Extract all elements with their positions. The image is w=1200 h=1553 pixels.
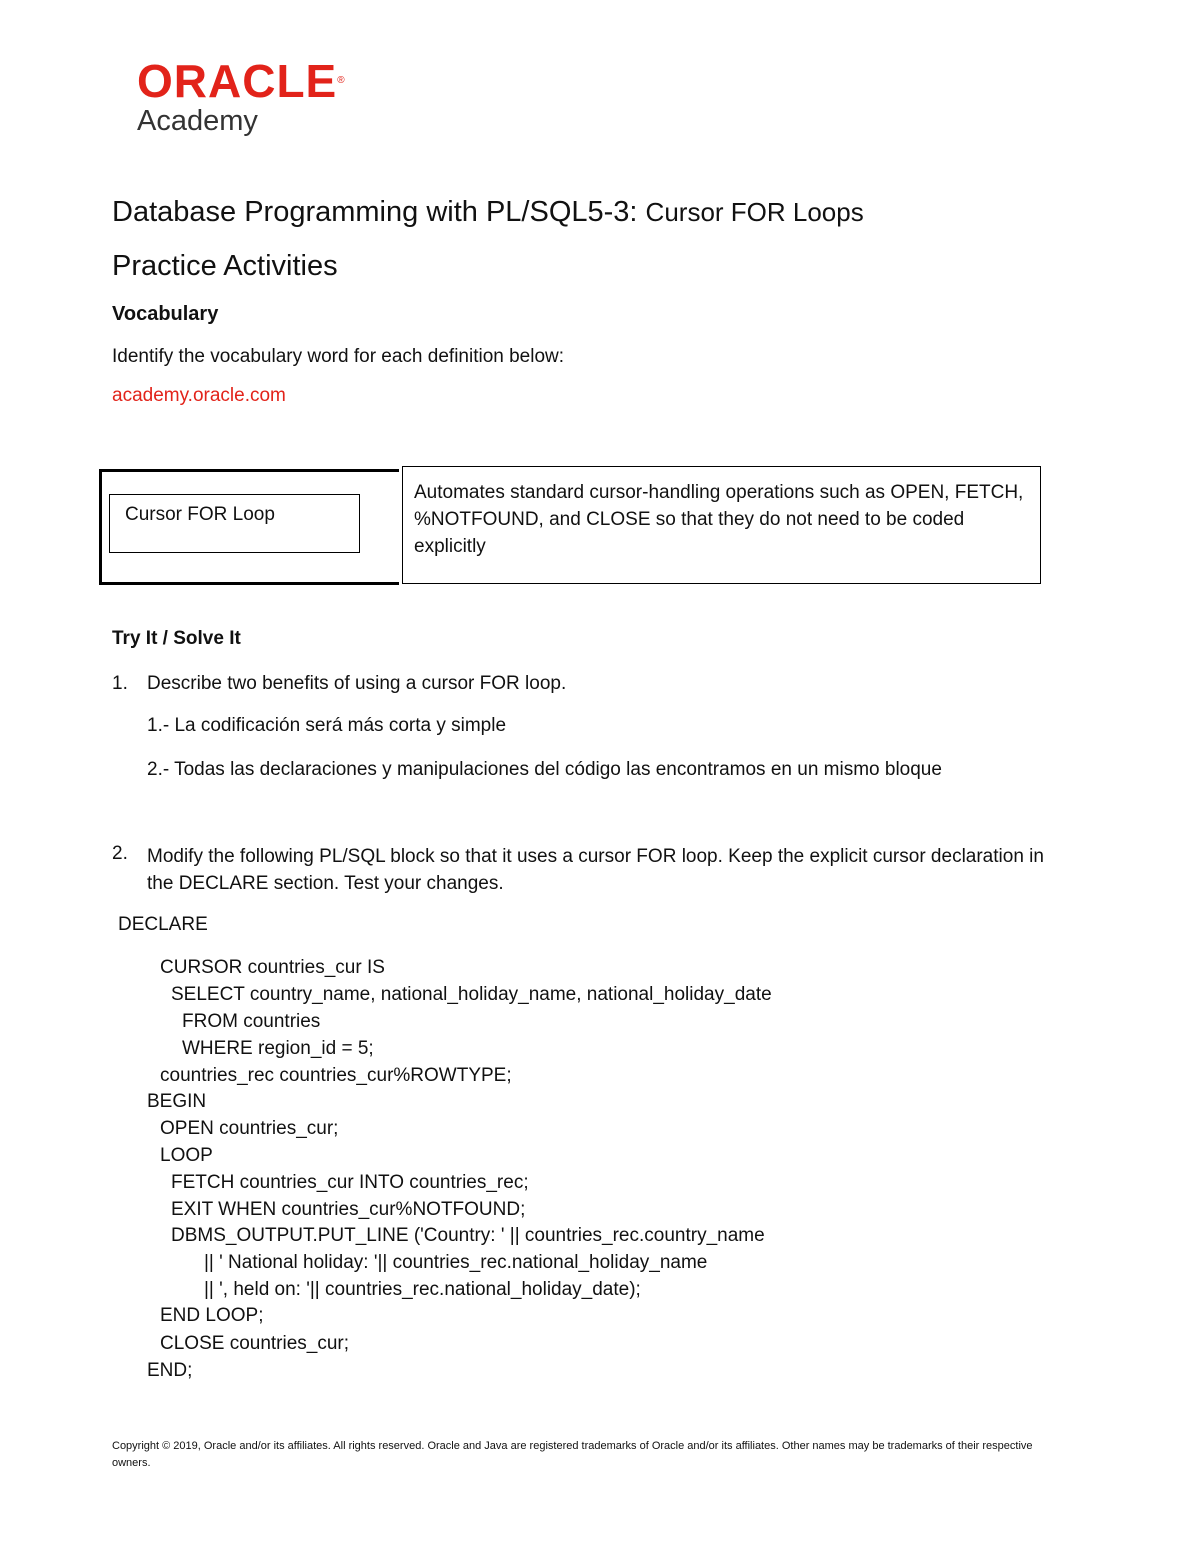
logo-brand: ORACLE — [137, 55, 338, 107]
code-line: DBMS_OUTPUT.PUT_LINE ('Country: ' || countries_rec.country_name — [171, 1225, 765, 1246]
term-box: Cursor FOR Loop — [109, 494, 360, 553]
code-line: WHERE region_id = 5; — [182, 1038, 374, 1059]
logo-academy: Academy — [137, 105, 258, 137]
code-line: CURSOR countries_cur IS — [160, 957, 385, 978]
page-title — [112, 194, 864, 230]
code-line: SELECT country_name, national_holiday_name, national_holiday_date — [171, 984, 772, 1005]
code-line: countries_rec countries_cur%ROWTYPE; — [160, 1065, 512, 1086]
code-line: || ', held on: '|| countries_rec.national_holiday_date); — [204, 1279, 641, 1300]
answer-2: 2.- Todas las declaraciones y manipulaciones del código las encontramos en un mismo bloque — [147, 759, 942, 780]
code-line: FROM countries — [182, 1011, 321, 1032]
answer-1: 1.- La codificación será más corta y simple — [147, 715, 507, 736]
definition-box: Automates standard cursor-handling operations such as OPEN, FETCH, %NOTFOUND, and CLOSE so that they do not need to be coded explicitly — [402, 466, 1041, 584]
vocabulary-heading: Vocabulary — [112, 303, 219, 325]
try-it-heading: Try It / Solve It — [112, 628, 241, 649]
oracle-logo — [137, 55, 346, 107]
question-1-text: Describe two benefits of using a cursor FOR loop. — [147, 673, 567, 694]
page-subtitle: Practice Activities — [112, 250, 338, 282]
code-line: LOOP — [160, 1145, 213, 1166]
registered-mark: ® — [337, 75, 346, 86]
academy-link[interactable]: academy.oracle.com — [112, 385, 286, 406]
code-line: || ' National holiday: '|| countries_rec.national_holiday_name — [204, 1252, 708, 1273]
question-2-text: Modify the following PL/SQL block so that it uses a cursor FOR loop. Keep the explicit cursor declaration in the DECLARE section. Test your changes. — [147, 846, 1044, 894]
copyright-footer: Copyright © 2019, Oracle and/or its affiliates. All rights reserved. Oracle and Java are registered trademarks of Oracle and/or its affiliates. Other names may be trademarks of their respective owners. — [112, 1440, 1033, 1469]
code-line: END LOOP; — [160, 1305, 264, 1326]
code-line: DECLARE — [118, 914, 208, 935]
code-line: CLOSE countries_cur; — [160, 1333, 350, 1354]
code-line: OPEN countries_cur; — [160, 1118, 339, 1139]
question-2-number: 2. — [112, 843, 128, 864]
code-line: END; — [147, 1360, 193, 1381]
lesson-title: Cursor FOR Loops — [645, 197, 864, 227]
vocabulary-instruction: Identify the vocabulary word for each definition below: — [112, 346, 565, 367]
code-line: FETCH countries_cur INTO countries_rec; — [171, 1172, 529, 1193]
question-1-number: 1. — [112, 673, 128, 694]
course-title: Database Programming with PL/SQL5-3: — [112, 196, 638, 228]
code-line: EXIT WHEN countries_cur%NOTFOUND; — [171, 1199, 526, 1220]
code-line: BEGIN — [147, 1091, 207, 1112]
